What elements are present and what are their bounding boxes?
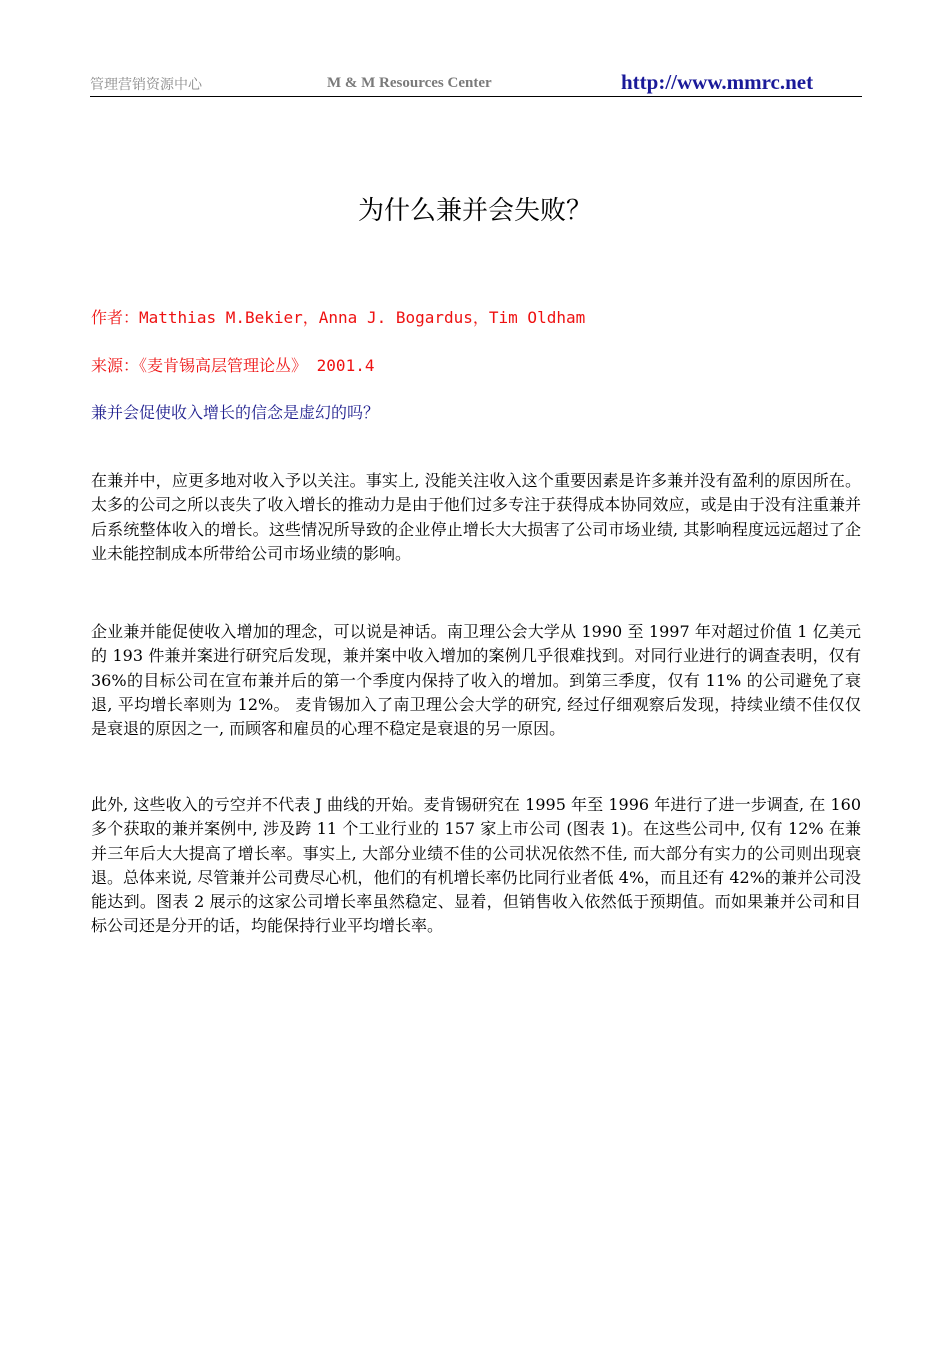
article-title: 为什么兼并会失败？: [357, 196, 592, 226]
body-paragraph-1: 在兼并中，应更多地对收入予以关注。事实上, 没能关注收入这个重要因素是许多兼并没有盈利的原因所在。太多的公司之所以丧失了收入增长的推动力是由于他们过多专注于获得成本协同效应，或是由于没有注重兼并后系统整体收入的增长。这些情况所导致的企业停止增长大大损害了公司市场业绩, 其影响程度远远超过了企业未能控制成本所带给公司市场业绩的影响。: [91, 471, 861, 563]
author-names: Matthias M.Bekier，Anna J. Bogardus，Tim Oldham: [139, 308, 586, 327]
page-header: [90, 70, 862, 97]
article-subtitle: 兼并会促使收入增长的信念是虚幻的吗？: [91, 403, 380, 422]
body-paragraph-3: 此外, 这些收入的亏空并不代表 J 曲线的开始。麦肯锡研究在 1995 年至 1996 年进行了进一步调查, 在 160 多个获取的兼并案例中, 涉及跨 11 个工业行业的 157 家上市公司 (图表 1)。在这些公司中, 仅有 12% 在兼并三年后大大提高了增长率。事实上, 大部分业绩不佳的公司状况依然不佳, 而大部分有实力的公司则出现衰退。总体来说, 尽管兼并公司费尽心机，他们的有机增长率仍比同行业者低 4%，而且还有 42%的兼并公司没能达到。图表 2 展示的这家公司增长率虽然稳定、显着，但销售收入依然低于预期值。而如果兼并公司和目标公司还是分开的话，均能保持行业平均增长率。: [91, 795, 861, 936]
source-label: 来源：: [91, 356, 140, 375]
source-publication: 《麦肯锡高层管理论丛》: [139, 356, 308, 375]
header-center-name: M & M Resources Center: [327, 75, 492, 91]
header-url-link[interactable]: http://www.mmrc.net: [621, 70, 814, 94]
header-site-name: 管理营销资源中心: [90, 77, 202, 93]
body-paragraph-2: 企业兼并能促使收入增加的理念，可以说是神话。南卫理公会大学从 1990 至 1997 年对超过价值 1 亿美元的 193 件兼并案进行研究后发现，兼并案中收入增加的案例几乎很难找到。对同行业进行的调查表明，仅有 36%的目标公司在宣布兼并后的第一个季度内保持了收入的增加。到第三季度，仅有 11% 的公司避免了衰退, 平均增长率则为 12%。 麦肯锡加入了南卫理公会大学的研究, 经过仔细观察后发现，持续业绩不佳仅仅是衰退的原因之一, 而顾客和雇员的心理不稳定是衰退的另一原因。: [91, 622, 861, 739]
source-issue: 2001.4: [307, 356, 375, 375]
article-source: [91, 353, 374, 376]
author-label: 作者：: [91, 308, 140, 327]
article-author: [91, 305, 585, 328]
